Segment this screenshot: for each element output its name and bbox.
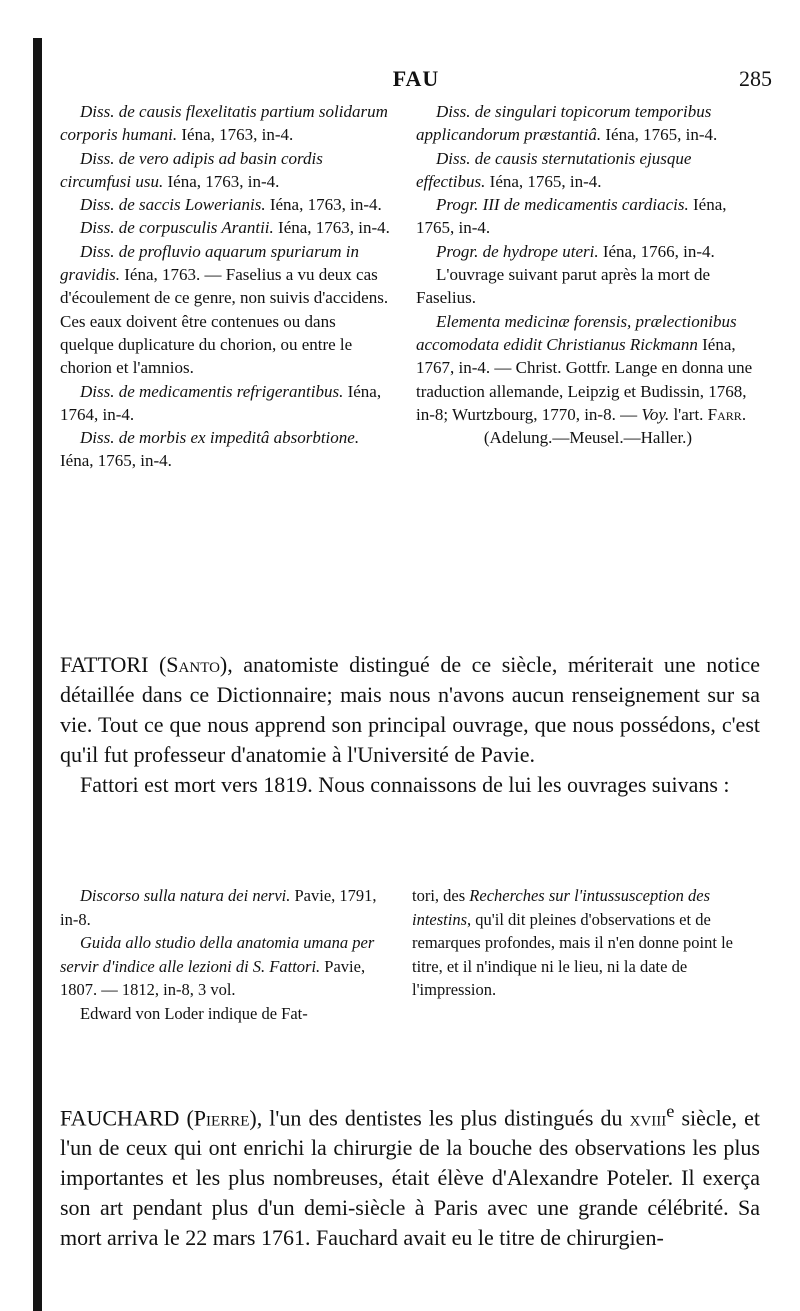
bibliography-entry: Diss. de saccis Lowerianis. Iéna, 1763, in-4.	[80, 195, 382, 215]
right-column-bottom	[412, 884, 760, 1002]
forename: Pierre	[193, 1105, 250, 1131]
page-number: 285	[739, 66, 772, 91]
page-header	[60, 66, 772, 96]
bibliography-entry: Diss. de causis sternutationis ejusque effectibus. Iéna, 1765, in-4.	[416, 148, 692, 191]
article-paragraph: Fattori est mort vers 1819. Nous connaissons de lui les ouvrages suivans :	[80, 772, 730, 797]
headword: FAUCHARD	[60, 1105, 180, 1131]
bibliography-entry: Diss. de causis flexelitatis partium solidarum corporis humani. Iéna, 1763, in-4.	[60, 102, 388, 145]
bibliography-entry: Diss. de singulari topicorum temporibus applicandorum præstantiâ. Iéna, 1765, in-4.	[416, 102, 718, 145]
bibliography-entry: Progr. III de medicamentis cardiacis. Iéna, 1765, in-4.	[416, 195, 727, 238]
sources-citation: (Adelung.—Meusel.—Haller.)	[483, 428, 693, 448]
century-numeral: xviii	[629, 1105, 667, 1131]
headword: FATTORI	[60, 652, 149, 677]
posthumous-note: L'ouvrage suivant parut après la mort de Faselius.	[416, 265, 711, 308]
left-column-bottom	[60, 884, 390, 1025]
bibliography-entry: Diss. de vero adipis ad basin cordis circumfusi usu. Iéna, 1763, in-4.	[60, 148, 323, 191]
right-column-top	[416, 100, 760, 449]
bibliography-entry: Diss. de morbis ex impeditâ absorbtione. Iéna, 1765, in-4.	[60, 428, 360, 471]
forename: Santo	[166, 652, 220, 677]
bibliography-entry: Progr. de hydrope uteri. Iéna, 1766, in-4.	[436, 241, 715, 261]
loder-note: Edward von Loder indique de Fat-	[80, 1003, 308, 1023]
bibliography-entry: Diss. de medicamentis refrigerantibus. Iéna, 1764, in-4.	[60, 381, 382, 424]
bibliography-entry: Diss. de corpusculis Arantii. Iéna, 1763, in-4.	[80, 218, 390, 238]
bibliography-entry: Guida allo studio della anatomia umana per servir d'indice alle lezioni di S. Fattori. Pavie, 1807. — 1812, in-8, 3 vol.	[60, 933, 375, 999]
binding-edge	[33, 38, 42, 1311]
bibliography-entry: Elementa medicinæ forensis, prælectionibus accomodata edidit Christianus Rickmann Iéna, 1767, in-4. — Christ. Gottfr. Lange en donna une traduction allemande, Leipzig et Budissin, 1768, in-8; Wurtzbourg, 1770, in-8. — Voy. l'art. Farr.	[416, 311, 753, 424]
cross-reference: Farr	[707, 404, 742, 424]
running-head: FAU	[392, 66, 440, 91]
left-column-top	[60, 100, 392, 473]
bibliography-entry: Diss. de profluvio aquarum spuriarum in gravidis. Iéna, 1763. — Faselius a vu deux cas d'écoulement de ce genre, non suivis d'accidens. Ces eaux doivent être contenues ou dans quelque duplicature du chorion, ou entre le chorion et l'amnios.	[60, 241, 389, 378]
article-fauchard	[60, 1096, 760, 1253]
article-paragraph: FAUCHARD (Pierre), l'un des dentistes les plus distingués du xviii$^e$ siècle, et l'un de ceux qui ont enrichi la chirurgie de la bouche des observations les plus importantes et les plus nombreuses, était élève d'Alexandre Poteler. Il exerça son art pendant plus d'un demi-siècle à Paris avec une grande célébrité. Sa mort arriva le 22 mars 1761. Fauchard avait eu le titre de chirurgien-	[60, 1101, 760, 1251]
article-fattori	[60, 650, 760, 800]
bibliography-entry: Discorso sulla natura dei nervi. Pavie, 1791, in-8.	[60, 886, 377, 929]
article-paragraph: FATTORI (Santo), anatomiste distingué de ce siècle, mériterait une notice détaillée dans ce Dictionnaire; mais nous n'avons aucun renseignement sur sa vie. Tout ce que nous apprend son principal ouvrage, que nous possédons, c'est qu'il fut professeur d'anatomie à l'Université de Pavie.	[60, 652, 760, 767]
loder-note-continued: tori, des Recherches sur l'intussusception des intestins, qu'il dit pleines d'observations et de remarques profondes, mais il n'en donne point le titre, et il n'indique ni le lieu, ni la date de l'impression.	[412, 886, 733, 999]
